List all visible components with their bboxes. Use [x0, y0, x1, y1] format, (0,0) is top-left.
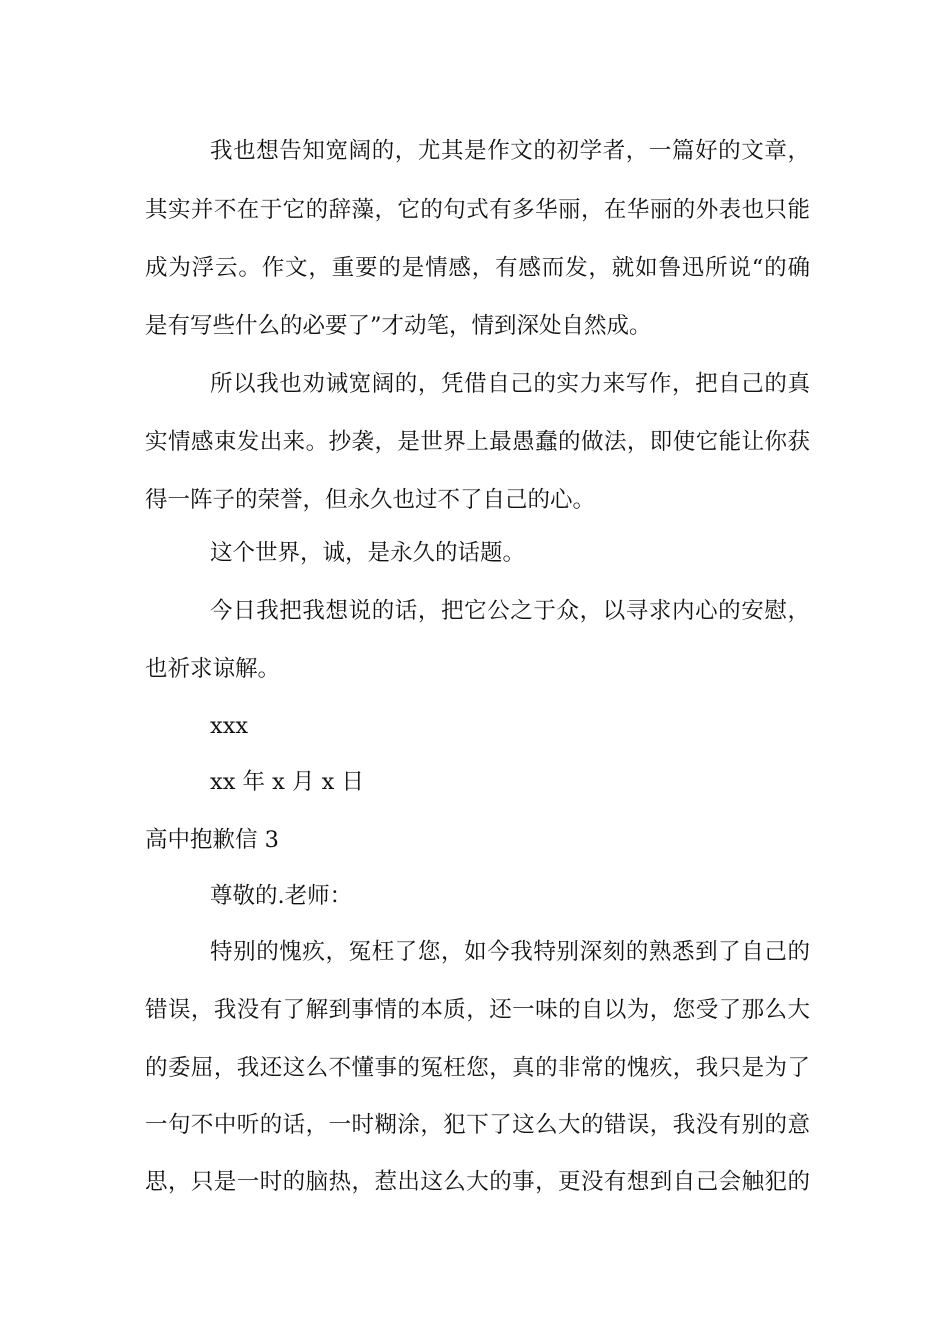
- paragraph-line: 我也想告知宽阔的，尤其是作文的初学者，一篇好的文章，: [210, 138, 810, 164]
- paragraph-line: 所以我也劝诫宽阔的，凭借自己的实力来写作，把自己的真: [210, 371, 810, 397]
- paragraph-line: 今日我把我想说的话，把它公之于众，以寻求内心的安慰，: [210, 598, 810, 624]
- paragraph-line: 思，只是一时的脑热，惹出这么大的事，更没有想到自己会触犯的: [145, 1169, 810, 1195]
- paragraph-line: 错误，我没有了解到事情的本质，还一味的自以为，您受了那么大: [145, 997, 810, 1023]
- paragraph-line: 的委屈，我还这么不懂事的冤枉您，真的非常的愧疚，我只是为了: [145, 1055, 810, 1081]
- salutation: 尊敬的.老师：: [210, 883, 353, 909]
- paragraph-line: 得一阵子的荣誉，但永久也过不了自己的心。: [145, 487, 596, 513]
- paragraph-line: 特别的愧疚，冤枉了您，如今我特别深刻的熟悉到了自己的: [210, 939, 810, 965]
- signature-name: xxx: [210, 713, 249, 739]
- paragraph-line: 这个世界，诚，是永久的话题。: [210, 540, 526, 566]
- section-title: 高中抱歉信 3: [145, 827, 279, 853]
- paragraph-line: 成为浮云。作文，重要的是情感，有感而发，就如鲁迅所说“的确: [145, 255, 810, 281]
- paragraph-line: 一句不中听的话，一时糊涂，犯下了这么大的错误，我没有别的意: [145, 1112, 810, 1138]
- paragraph-line: 是有写些什么的必要了”才动笔，情到深处自然成。: [145, 313, 652, 339]
- signature-date: xx 年 x 月 x 日: [210, 769, 365, 795]
- paragraph-line: 也祈求谅解。: [145, 656, 281, 682]
- paragraph-line: 其实并不在于它的辞藻，它的句式有多华丽，在华丽的外表也只能: [145, 197, 810, 223]
- paragraph-line: 实情感束发出来。抄袭，是世界上最愚蠢的做法，即使它能让你获: [145, 429, 810, 455]
